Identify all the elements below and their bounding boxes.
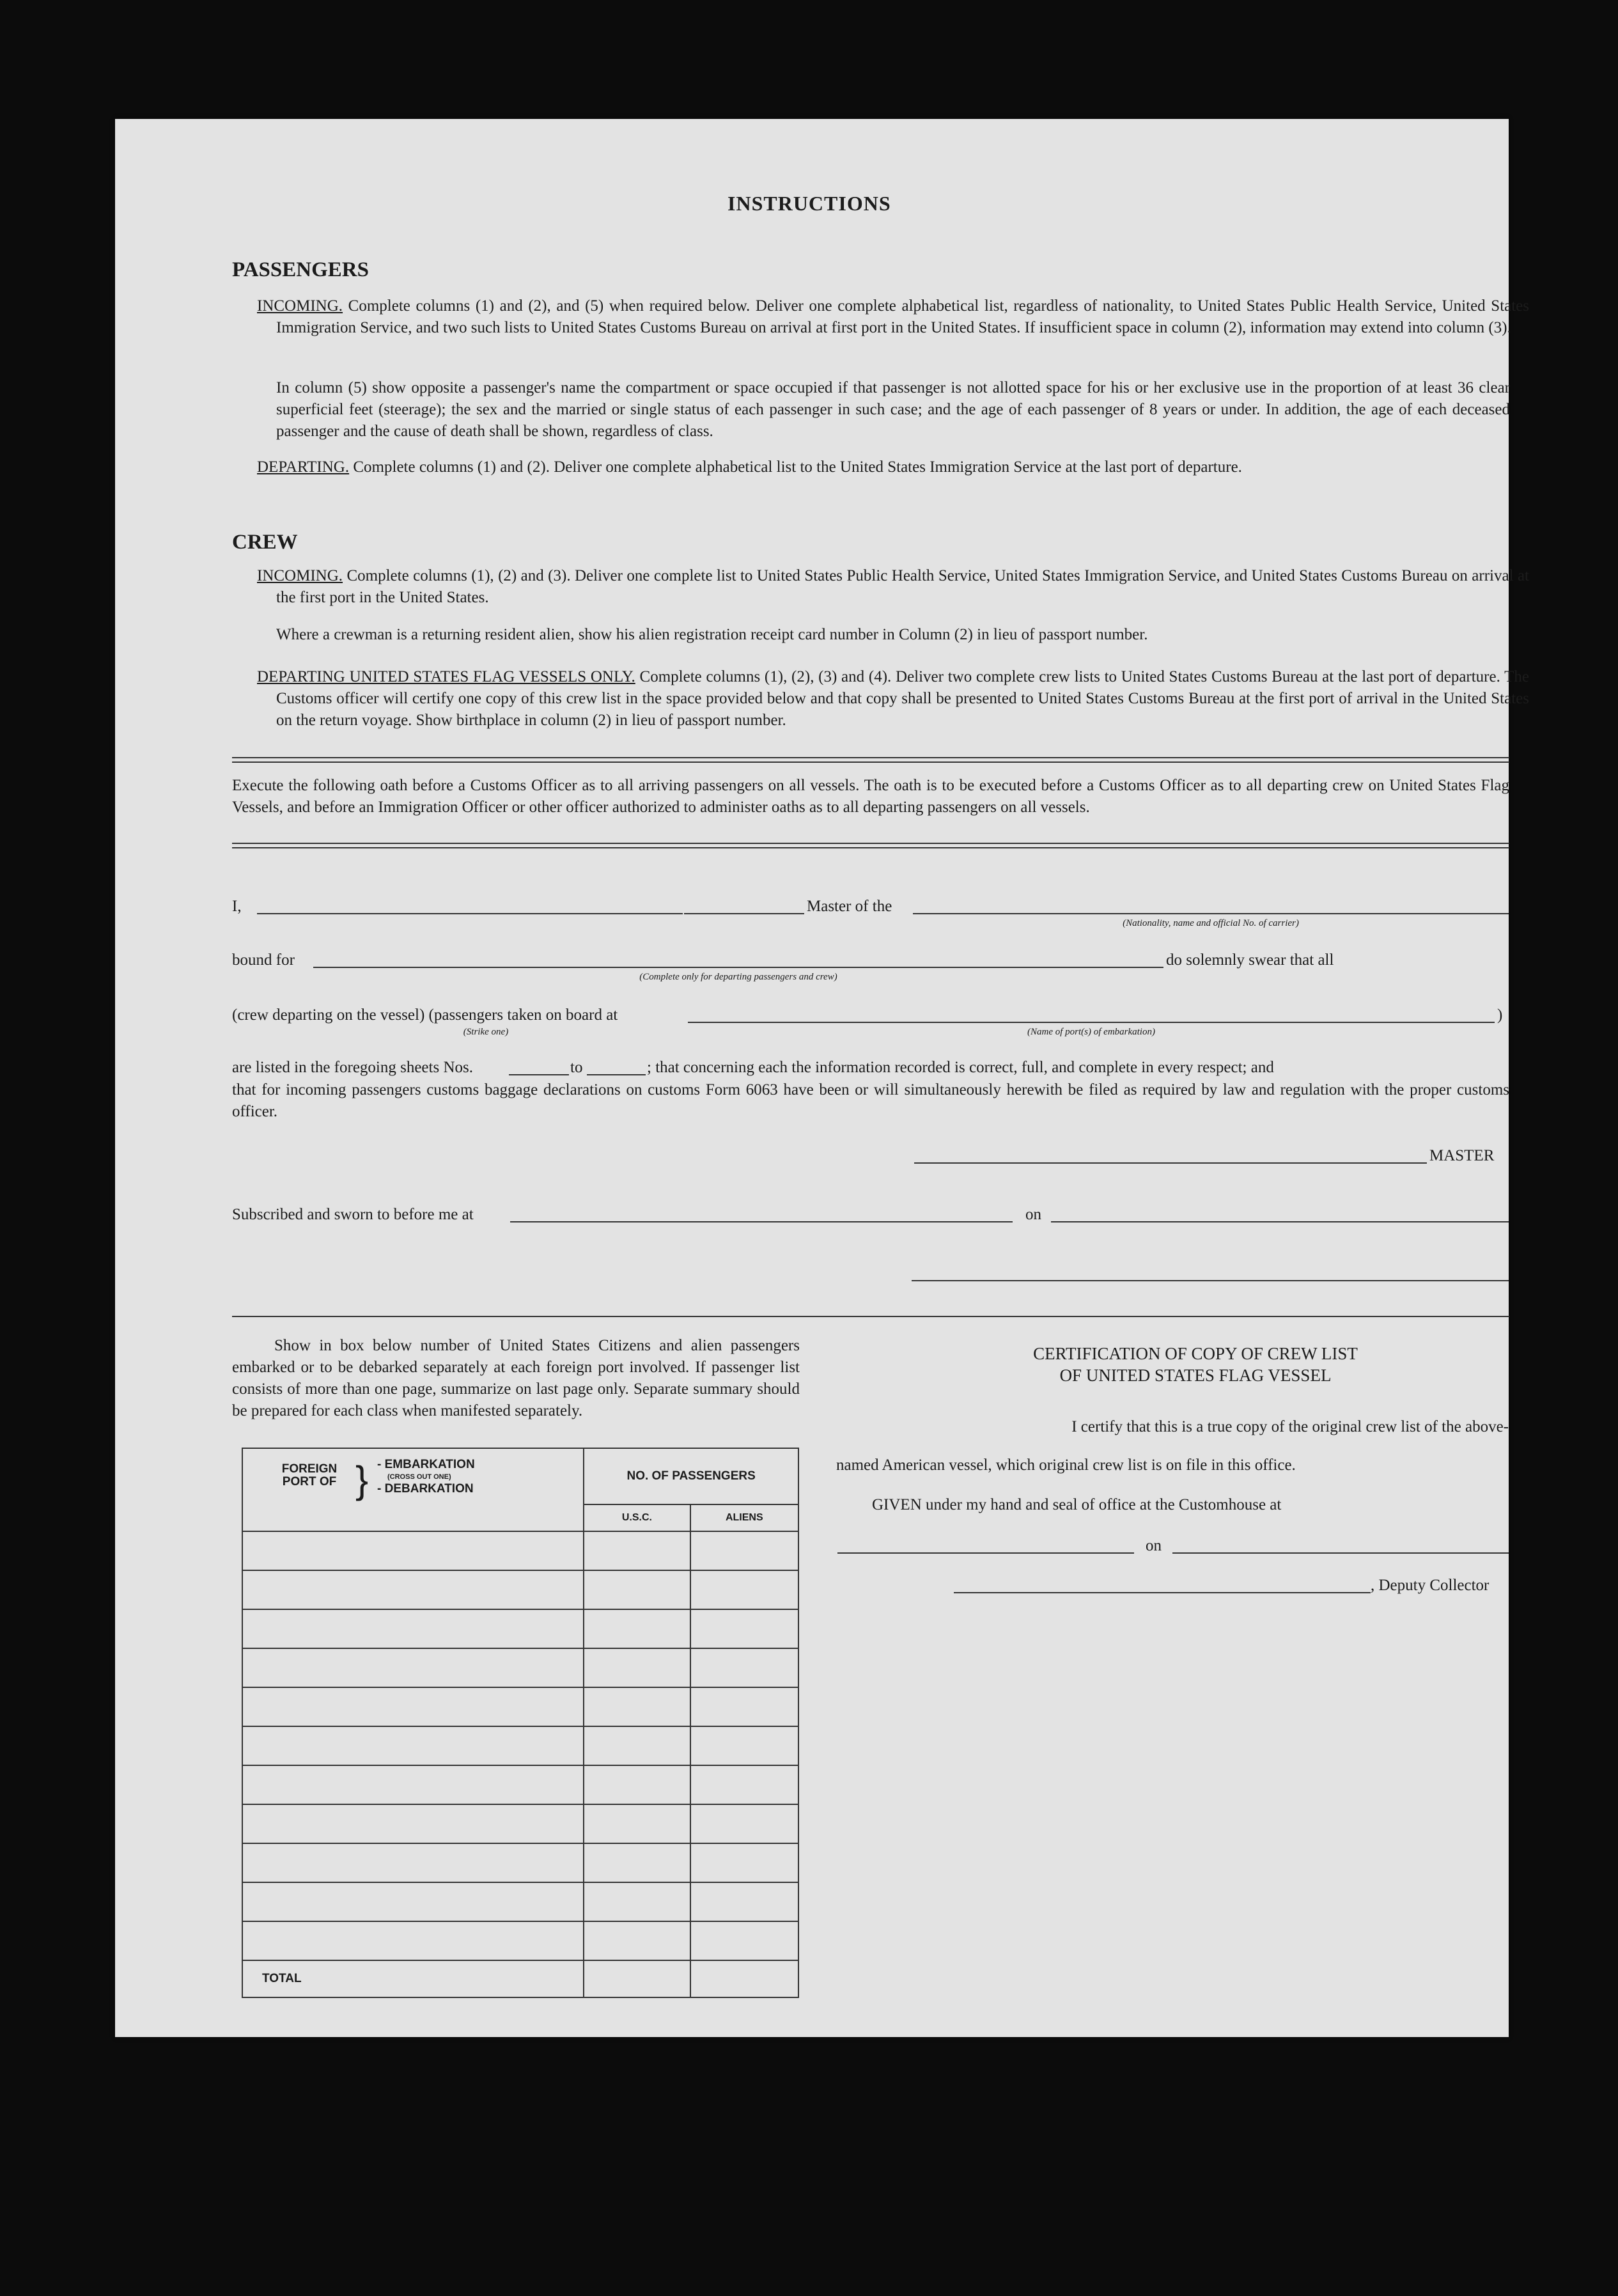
complete-only-caption: (Complete only for departing passengers and crew): [639, 972, 837, 982]
master-of-label: Master of the: [807, 898, 892, 915]
ports-line[interactable]: [688, 1022, 1495, 1023]
table-row: [242, 1843, 798, 1882]
listed-text-a: are listed in the foregoing sheets Nos.: [232, 1059, 473, 1076]
port-cell[interactable]: [242, 1804, 584, 1843]
port-cell[interactable]: [242, 1570, 584, 1609]
aliens-cell[interactable]: [690, 1648, 798, 1687]
close-paren: ): [1497, 1006, 1503, 1024]
cross-out-label: (CROSS OUT ONE): [387, 1473, 451, 1481]
port-cell[interactable]: [242, 1609, 584, 1648]
crew-incoming-label: INCOMING.: [257, 567, 343, 584]
port-cell[interactable]: [242, 1843, 584, 1882]
aliens-cell[interactable]: [690, 1804, 798, 1843]
foreign-port-label: FOREIGN PORT OF: [281, 1462, 338, 1488]
crew-incoming-paragraph: [257, 565, 1529, 609]
usc-cell[interactable]: [584, 1648, 690, 1687]
aliens-cell[interactable]: [690, 1609, 798, 1648]
table-row: [242, 1609, 798, 1648]
certification-text-a: I certify that this is a true copy of the original crew list of the above-: [1071, 1418, 1509, 1435]
document-page: [115, 119, 1530, 2037]
nationality-caption: (Nationality, name and official No. of carrier): [1123, 918, 1299, 928]
summary-instruction: Show in box below number of United States Citizens and alien passengers embarked or to be debarked separately at each foreign port involved. If passenger list consists of more than one page, summarize on last page only. Separate summary should be prepared for each class when manifested separately.: [232, 1337, 800, 1419]
passengers-departing-label: DEPARTING.: [257, 458, 350, 476]
table-row: [242, 1765, 798, 1804]
aliens-cell[interactable]: [690, 1687, 798, 1726]
master-name-line[interactable]: [257, 913, 683, 914]
port-cell[interactable]: [242, 1687, 584, 1726]
usc-cell[interactable]: [584, 1687, 690, 1726]
sworn-place-line[interactable]: [510, 1221, 1013, 1222]
table-row: [242, 1570, 798, 1609]
usc-cell[interactable]: [584, 1531, 690, 1570]
master-label: MASTER: [1429, 1147, 1495, 1164]
sheet-to-line[interactable]: [587, 1074, 646, 1075]
usc-cell[interactable]: [584, 1726, 690, 1765]
passengers-incoming-label: INCOMING.: [257, 297, 343, 315]
aliens-cell[interactable]: [690, 1882, 798, 1921]
total-label: TOTAL: [242, 1960, 584, 1997]
port-cell[interactable]: [242, 1726, 584, 1765]
subscribed-label: Subscribed and sworn to before me at: [232, 1206, 474, 1223]
certification-on-label: on: [1146, 1537, 1162, 1554]
listed-text-to: to: [570, 1059, 583, 1076]
divider: [232, 757, 1509, 763]
aliens-cell[interactable]: [690, 1570, 798, 1609]
table-row: [242, 1921, 798, 1960]
divider: [232, 1316, 1509, 1317]
listed-text-b: ; that concerning each the information recorded is correct, full, and complete in every respect; and: [647, 1059, 1274, 1076]
port-cell[interactable]: [242, 1765, 584, 1804]
usc-cell[interactable]: [584, 1921, 690, 1960]
aliens-cell[interactable]: [690, 1843, 798, 1882]
strike-caption: (Strike one): [463, 1027, 509, 1037]
table-row: [242, 1726, 798, 1765]
bound-for-label: bound for: [232, 951, 295, 969]
certification-given-text: GIVEN under my hand and seal of office at the Customhouse at: [872, 1496, 1282, 1513]
passengers-heading: PASSENGERS: [232, 258, 369, 281]
ports-caption: (Name of port(s) of embarkation): [1027, 1027, 1155, 1037]
port-cell[interactable]: [242, 1648, 584, 1687]
passengers-departing-paragraph: [257, 457, 1529, 478]
crew-resident-paragraph: Where a crewman is a returning resident alien, show his alien registration receipt card number in Column (2) in lieu of passport number.: [276, 626, 1148, 643]
usc-header: U.S.C.: [584, 1504, 690, 1531]
port-cell[interactable]: [242, 1531, 584, 1570]
divider: [232, 843, 1509, 848]
port-cell[interactable]: [242, 1921, 584, 1960]
table-row: [242, 1687, 798, 1726]
aliens-cell[interactable]: [690, 1765, 798, 1804]
total-aliens-cell[interactable]: [690, 1960, 798, 1997]
table-row: [242, 1882, 798, 1921]
oath-intro-paragraph: Execute the following oath before a Customs Officer as to all arriving passengers on all vessels. The oath is to be executed before a Customs Officer as to all departing crew on United States Flag Vessels, and before an Immigration Officer or other officer authorized to administer oaths as to all departing passengers on all vessels.: [232, 777, 1509, 816]
carrier-line[interactable]: [913, 913, 1509, 914]
listed-text-c: that for incoming passengers customs baggage declarations on customs Form 6063 have been or will simultaneously herewith be filed as required by law and regulation with the proper customs officer.: [232, 1081, 1509, 1120]
certification-date-line[interactable]: [1172, 1552, 1509, 1554]
crew-departing-paragraph: [257, 666, 1529, 731]
table-row: [242, 1648, 798, 1687]
aliens-cell[interactable]: [690, 1726, 798, 1765]
crew-departing-text: Complete columns (1), (2), (3) and (4). Deliver two complete crew lists to United States Customs Bureau at the last port of departure. The Customs officer will certify one copy of this crew list in the space provided below and that copy shall be presented to United States Customs Bureau at the first port of arrival in the United States on the return voyage. Show birthplace in column (2) in lieu of passport number.: [276, 668, 1529, 729]
usc-cell[interactable]: [584, 1570, 690, 1609]
usc-cell[interactable]: [584, 1765, 690, 1804]
usc-cell[interactable]: [584, 1804, 690, 1843]
usc-cell[interactable]: [584, 1609, 690, 1648]
customhouse-line[interactable]: [837, 1552, 1134, 1554]
usc-cell[interactable]: [584, 1843, 690, 1882]
summary-rows: [242, 1531, 798, 1960]
crew-incoming-text: Complete columns (1), (2) and (3). Deliver one complete list to United States Public Health Service, United States Immigration Service, and United States Customs Bureau on arrival at the first port in the United States.: [276, 567, 1530, 606]
swear-label: do solemnly swear that all: [1166, 951, 1334, 969]
certification-text-b: named American vessel, which original crew list is on file in this office.: [836, 1456, 1296, 1474]
embarkation-label: - EMBARKATION: [377, 1458, 475, 1471]
certification-title-line2: OF UNITED STATES FLAG VESSEL: [1059, 1366, 1332, 1385]
aliens-header: ALIENS: [690, 1504, 798, 1531]
deputy-label: , Deputy Collector: [1371, 1577, 1490, 1594]
crew-passengers-label: (crew departing on the vessel) (passengers taken on board at: [232, 1006, 618, 1024]
crew-departing-label: DEPARTING UNITED STATES FLAG VESSELS ONLY.: [257, 668, 635, 685]
oath-i-label: I,: [232, 898, 242, 915]
page-title: INSTRUCTIONS: [727, 192, 891, 215]
table-row: [242, 1804, 798, 1843]
master-name-line-extension[interactable]: [684, 913, 804, 914]
sworn-date-line[interactable]: [1051, 1221, 1509, 1222]
bound-for-line[interactable]: [313, 967, 1163, 968]
crew-heading: CREW: [232, 531, 298, 554]
certification-title-line1: CERTIFICATION OF COPY OF CREW LIST: [1033, 1344, 1358, 1363]
debarkation-label: - DEBARKATION: [377, 1482, 474, 1496]
passenger-summary-table: [242, 1448, 799, 1998]
certification-title: [882, 1343, 1509, 1386]
sworn-on-label: on: [1025, 1206, 1041, 1223]
passengers-departing-text: Complete columns (1) and (2). Deliver one complete alphabetical list to the United States Immigration Service at the last port of departure.: [353, 458, 1242, 476]
officer-signature-line[interactable]: [912, 1280, 1509, 1281]
deputy-signature-line[interactable]: [954, 1592, 1371, 1593]
passengers-incoming-text: Complete columns (1) and (2), and (5) when required below. Deliver one complete alphabetical list, regardless of nationality, to United States Public Health Service, United States Immigration Service, and two such lists to United States Customs Bureau on arrival at first port in the United States. If insufficient space in column (2), information may extend into column (3).: [276, 297, 1530, 336]
passengers-incoming-paragraph: [257, 295, 1529, 339]
master-signature-line[interactable]: [914, 1162, 1427, 1164]
port-header-cell: [242, 1448, 584, 1531]
aliens-cell[interactable]: [690, 1531, 798, 1570]
no-passengers-header: NO. OF PASSENGERS: [584, 1448, 798, 1504]
usc-cell[interactable]: [584, 1882, 690, 1921]
sheet-from-line[interactable]: [509, 1074, 569, 1075]
port-cell[interactable]: [242, 1882, 584, 1921]
table-row: [242, 1531, 798, 1570]
passengers-column5-paragraph: In column (5) show opposite a passenger's name the compartment or space occupied if that passenger is not allotted space for his or her exclusive use in the proportion of at least 36 clear superficial feet (steerage); the sex and the married or single status of each passenger in such case; and the age of each passenger of 8 years or under. In addition, the age of each deceased passenger and the cause of death shall be shown, regardless of class.: [276, 379, 1510, 440]
total-usc-cell[interactable]: [584, 1960, 690, 1997]
brace-icon: }: [355, 1458, 369, 1501]
aliens-cell[interactable]: [690, 1921, 798, 1960]
